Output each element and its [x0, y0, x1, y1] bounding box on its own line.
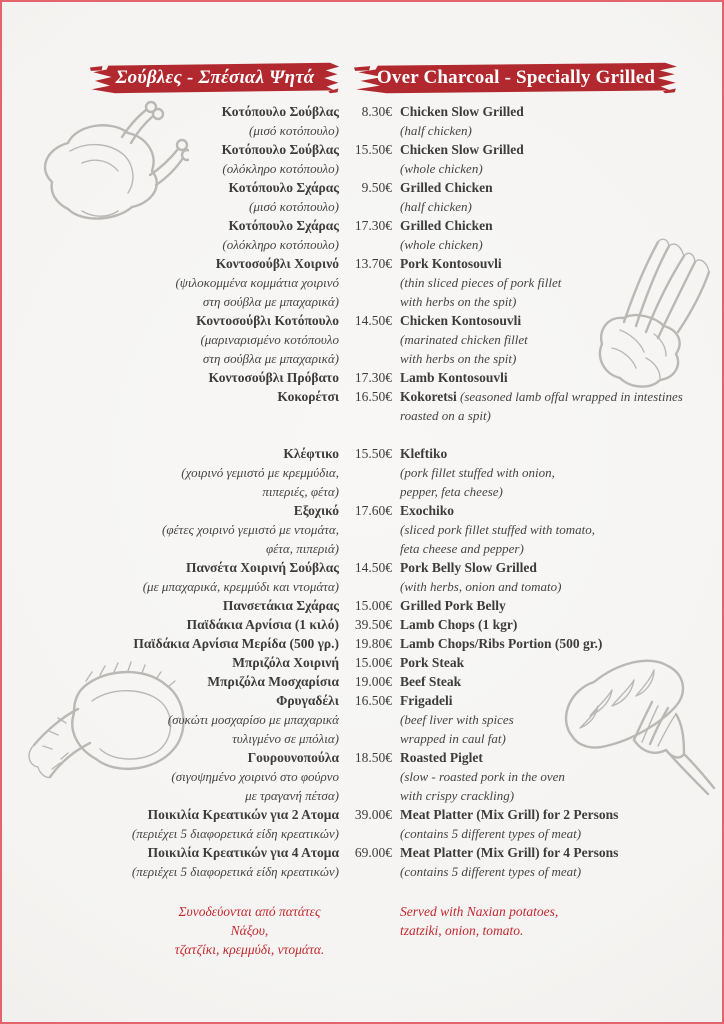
item-desc-english-inline: (seasoned lamb offal wrapped in intestines roasted on a spit) — [400, 389, 683, 423]
item-desc-greek: στη σούβλα με μπαχαρικά) — [202, 351, 339, 366]
english-section-banner — [354, 59, 678, 97]
greek-name-cell — [32, 216, 339, 254]
menu-item-row — [32, 387, 696, 425]
item-desc-english: (with herbs, onion and tomato) — [400, 579, 562, 594]
item-name-greek: Πανσετάκια Σχάρας — [222, 598, 339, 613]
item-desc-english: (slow - roasted pork in the oven — [400, 769, 565, 784]
item-name-english: Grilled Chicken — [400, 218, 493, 233]
price-cell: 17.60€ — [354, 503, 392, 518]
item-name-english: Meat Platter (Mix Grill) for 2 Persons — [400, 807, 619, 822]
item-desc-english: (half chicken) — [400, 199, 472, 214]
greek-name-cell — [32, 748, 339, 805]
menu-item-row — [32, 691, 696, 748]
item-name-english: Beef Steak — [400, 674, 462, 689]
item-name-greek: Κοκορέτσι — [277, 389, 339, 404]
item-name-greek: Ποικιλία Κρεατικών για 4 Ατομα — [147, 845, 339, 860]
item-name-greek: Κοντοσούβλι Κοτόπουλο — [196, 313, 339, 328]
menu-item-row — [32, 748, 696, 805]
greek-name-cell — [32, 102, 339, 140]
price-cell: 15.00€ — [354, 598, 392, 613]
greek-section-banner — [90, 59, 340, 97]
english-name-cell — [400, 216, 696, 254]
item-name-english: Lamb Chops/Ribs Portion (500 gr.) — [400, 636, 603, 651]
greek-name-cell — [32, 387, 339, 406]
price-cell: 13.70€ — [354, 256, 392, 271]
item-desc-english: (sliced pork fillet stuffed with tomato, — [400, 522, 595, 537]
item-desc-english: (whole chicken) — [400, 237, 483, 252]
menu-item-row — [32, 501, 696, 558]
greek-name-cell — [32, 368, 339, 387]
greek-name-cell — [32, 672, 339, 691]
greek-name-cell — [32, 596, 339, 615]
price-cell: 9.50€ — [361, 180, 392, 195]
item-desc-greek: (μισό κοτόπουλο) — [249, 199, 339, 214]
greek-section-title: Σούβλες - Σπέσιαλ Ψητά — [115, 67, 315, 88]
item-name-greek: Παϊδάκια Αρνίσια Μερίδα (500 γρ.) — [133, 636, 339, 651]
menu-item-row — [32, 843, 696, 881]
item-desc-greek: (φέτες χοιρινό γεμιστό με ντομάτα, — [162, 522, 339, 537]
english-name-cell — [400, 501, 696, 558]
greek-name-cell — [32, 254, 339, 311]
item-name-greek: Εξοχικό — [293, 503, 339, 518]
item-desc-english: pepper, feta cheese) — [400, 484, 503, 499]
english-name-cell — [400, 368, 696, 387]
item-name-english: Lamb Chops (1 kgr) — [400, 617, 518, 632]
menu-item-row — [32, 444, 696, 501]
item-name-english: Grilled Chicken — [400, 180, 493, 195]
item-name-english: Grilled Pork Belly — [400, 598, 506, 613]
item-desc-greek: (περιέχει 5 διαφορετικά είδη κρεατικών) — [131, 864, 339, 879]
item-desc-english: with crispy crackling) — [400, 788, 515, 803]
english-name-cell — [400, 102, 696, 140]
greek-name-cell — [32, 805, 339, 843]
price-cell: 15.50€ — [354, 142, 392, 157]
english-name-cell — [400, 615, 696, 634]
menu-item-row — [32, 368, 696, 387]
item-desc-greek: τυλιγμένο σε μπόλια) — [232, 731, 339, 746]
english-name-cell — [400, 653, 696, 672]
greek-name-cell — [32, 634, 339, 653]
price-cell: 69.00€ — [354, 845, 392, 860]
item-desc-greek: πιπεριές, φέτα) — [262, 484, 339, 499]
item-desc-greek: (μισό κοτόπουλο) — [249, 123, 339, 138]
menu-item-row — [32, 558, 696, 596]
menu-items — [32, 102, 696, 881]
item-desc-greek: με τραγανή πέτσα) — [245, 788, 339, 803]
english-name-cell — [400, 748, 696, 805]
item-desc-greek: (με μπαχαρικά, κρεμμύδι και ντομάτα) — [142, 579, 339, 594]
menu-item-row — [32, 653, 696, 672]
english-name-cell — [400, 254, 696, 311]
greek-name-cell — [32, 311, 339, 368]
serving-note-english — [400, 902, 696, 940]
menu-item-row — [32, 615, 696, 634]
english-name-cell — [400, 444, 696, 501]
item-desc-greek: (ολόκληρο κοτόπουλο) — [222, 161, 339, 176]
menu-item-row — [32, 805, 696, 843]
english-name-cell — [400, 311, 696, 368]
item-name-english: Meat Platter (Mix Grill) for 4 Persons — [400, 845, 619, 860]
greek-name-cell — [32, 615, 339, 634]
english-name-cell — [400, 140, 696, 178]
price-cell: 19.80€ — [354, 636, 392, 651]
greek-name-cell — [32, 558, 339, 596]
item-name-english: Pork Belly Slow Grilled — [400, 560, 537, 575]
item-desc-greek: (περιέχει 5 διαφορετικά είδη κρεατικών) — [131, 826, 339, 841]
english-name-cell — [400, 691, 696, 748]
menu-item-row — [32, 311, 696, 368]
item-desc-english: (thin sliced pieces of pork fillet — [400, 275, 562, 290]
item-name-english: Kleftiko — [400, 446, 448, 461]
english-name-cell — [400, 805, 696, 843]
item-name-greek: Μπριζόλα Μοσχαρίσια — [207, 674, 339, 689]
item-desc-english: (marinated chicken fillet — [400, 332, 528, 347]
english-section-title: Over Charcoal - Specially Grilled — [376, 67, 656, 88]
english-name-cell — [400, 634, 696, 653]
price-cell: 16.50€ — [354, 693, 392, 708]
item-desc-english: with herbs on the spit) — [400, 294, 517, 309]
price-cell: 17.30€ — [354, 218, 392, 233]
menu-item-row — [32, 216, 696, 254]
item-name-greek: Γουρουνοπούλα — [247, 750, 339, 765]
greek-name-cell — [32, 178, 339, 216]
item-desc-greek: φέτα, πιπεριά) — [265, 541, 339, 556]
serving-note-english-line2: tzatziki, onion, tomato. — [400, 923, 524, 938]
greek-name-cell — [32, 140, 339, 178]
item-desc-greek: (χοιρινό γεμιστό με κρεμμύδια, — [181, 465, 339, 480]
menu-item-row — [32, 102, 696, 140]
item-name-english: Chicken Kontosouvli — [400, 313, 522, 328]
english-name-cell — [400, 387, 696, 425]
greek-name-cell — [32, 653, 339, 672]
english-name-cell — [400, 596, 696, 615]
greek-name-cell — [32, 691, 339, 748]
item-name-english: Lamb Kontosouvli — [400, 370, 508, 385]
item-name-greek: Κοντοσούβλι Χοιρινό — [215, 256, 339, 271]
serving-note-greek-line2: τζατζίκι, κρεμμύδι, ντομάτα. — [174, 942, 325, 957]
item-name-greek: Φρυγαδέλι — [276, 693, 339, 708]
greek-name-cell — [32, 444, 339, 501]
item-name-greek: Κλέφτικο — [283, 446, 339, 461]
item-name-greek: Κοτόπουλο Σχάρας — [228, 218, 339, 233]
item-desc-greek: (μαριναρισμένο κοτόπουλο — [200, 332, 339, 347]
item-name-english: Pork Steak — [400, 655, 465, 670]
menu-item-row — [32, 254, 696, 311]
item-desc-greek: (ολόκληρο κοτόπουλο) — [222, 237, 339, 252]
menu-item-row — [32, 596, 696, 615]
item-name-english: Kokoretsi (seasoned lamb offal wrapped in intestines roasted on a spit) — [400, 389, 683, 423]
item-desc-greek: (σιγοψημένο χοιρινό στο φούρνο — [171, 769, 339, 784]
item-name-english: Pork Kontosouvli — [400, 256, 502, 271]
price-cell: 17.30€ — [354, 370, 392, 385]
price-cell: 18.50€ — [354, 750, 392, 765]
menu-item-row — [32, 634, 696, 653]
item-desc-english: (pork fillet stuffed with onion, — [400, 465, 555, 480]
item-name-english: Exochiko — [400, 503, 455, 518]
menu-item-row — [32, 672, 696, 691]
item-desc-english: (half chicken) — [400, 123, 472, 138]
item-name-english: Chicken Slow Grilled — [400, 142, 524, 157]
item-desc-english: (whole chicken) — [400, 161, 483, 176]
serving-note — [32, 902, 696, 959]
menu-item-row — [32, 178, 696, 216]
price-cell: 14.50€ — [354, 313, 392, 328]
english-name-cell — [400, 672, 696, 691]
english-name-cell — [400, 178, 696, 216]
menu-item-row — [32, 140, 696, 178]
item-name-greek: Μπριζόλα Χοιρινή — [232, 655, 339, 670]
item-desc-greek: (συκώτι μοσχαρίσο με μπαχαρικά — [167, 712, 339, 727]
price-cell: 19.00€ — [354, 674, 392, 689]
item-desc-greek: (ψιλοκομμένα κομμάτια χοιρινό — [175, 275, 339, 290]
greek-name-cell — [32, 843, 339, 881]
item-desc-english: (contains 5 different types of meat) — [400, 826, 582, 841]
price-cell: 15.00€ — [354, 655, 392, 670]
serving-note-english-line1: Served with Naxian potatoes, — [400, 904, 559, 919]
item-name-greek: Πανσέτα Χοιρινή Σούβλας — [185, 560, 339, 575]
english-name-cell — [400, 843, 696, 881]
item-name-greek: Ποικιλία Κρεατικών για 2 Ατομα — [147, 807, 339, 822]
item-desc-greek: στη σούβλα με μπαχαρικά) — [202, 294, 339, 309]
greek-name-cell — [32, 501, 339, 558]
serving-note-greek-line1: Συνοδεύονται από πατάτες Νάξου, — [178, 904, 321, 938]
item-desc-english: (beef liver with spices — [400, 712, 514, 727]
price-cell: 39.50€ — [354, 617, 392, 632]
item-name-greek: Κοτόπουλο Σούβλας — [221, 142, 339, 157]
item-desc-english: (contains 5 different types of meat) — [400, 864, 582, 879]
item-name-greek: Παϊδάκια Αρνίσια (1 κιλό) — [186, 617, 339, 632]
price-cell: 14.50€ — [354, 560, 392, 575]
item-desc-english: feta cheese and pepper) — [400, 541, 524, 556]
item-name-greek: Κοτόπουλο Σχάρας — [228, 180, 339, 195]
item-name-english: Frigadeli — [400, 693, 453, 708]
item-name-english: Chicken Slow Grilled — [400, 104, 524, 119]
item-desc-english: with herbs on the spit) — [400, 351, 517, 366]
price-cell: 8.30€ — [361, 104, 392, 119]
price-cell: 16.50€ — [354, 389, 392, 404]
price-cell: 15.50€ — [354, 446, 392, 461]
english-name-cell — [400, 558, 696, 596]
item-name-english: Roasted Piglet — [400, 750, 483, 765]
item-name-greek: Κοντοσούβλι Πρόβατο — [208, 370, 339, 385]
item-desc-english: wrapped in caul fat) — [400, 731, 506, 746]
serving-note-greek — [32, 902, 339, 959]
item-name-greek: Κοτόπουλο Σούβλας — [221, 104, 339, 119]
price-cell: 39.00€ — [354, 807, 392, 822]
